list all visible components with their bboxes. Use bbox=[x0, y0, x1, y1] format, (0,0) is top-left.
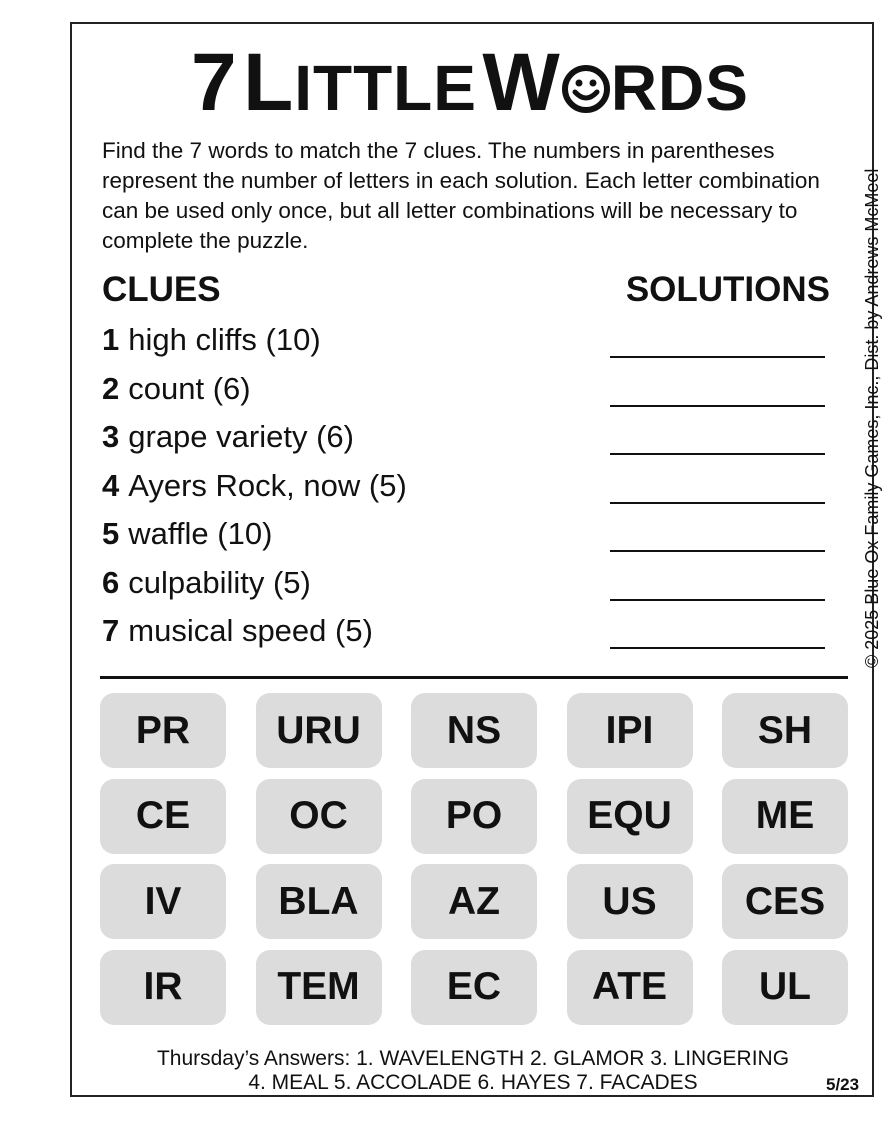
clue-text: Ayers Rock, now (5) bbox=[128, 467, 407, 503]
letter-tile[interactable]: EC bbox=[411, 950, 537, 1025]
title-little-rest: ITTLE bbox=[294, 52, 477, 124]
letter-tile[interactable]: US bbox=[567, 864, 693, 939]
letter-tile[interactable]: IV bbox=[100, 864, 226, 939]
letter-tile[interactable]: OC bbox=[256, 779, 382, 854]
letter-tile[interactable]: ATE bbox=[567, 950, 693, 1025]
clue-number: 2 bbox=[102, 370, 120, 406]
letter-tile[interactable]: ME bbox=[722, 779, 848, 854]
solution-blank[interactable] bbox=[610, 453, 825, 455]
letter-tile[interactable]: URU bbox=[256, 693, 382, 768]
letter-tile[interactable]: IPI bbox=[567, 693, 693, 768]
letter-tile[interactable]: PO bbox=[411, 779, 537, 854]
previous-answers-line-2: 4. MEAL 5. ACCOLADE 6. HAYES 7. FACADES bbox=[248, 1071, 698, 1094]
clues-header: CLUES bbox=[102, 270, 221, 309]
clue-list bbox=[102, 322, 832, 662]
title-words-rest: RDS bbox=[610, 52, 749, 124]
letter-tile[interactable]: SH bbox=[722, 693, 848, 768]
puzzle-title bbox=[75, 36, 865, 126]
letter-tile[interactable]: TEM bbox=[256, 950, 382, 1025]
solutions-header: SOLUTIONS bbox=[625, 270, 830, 309]
clue-text: high cliffs (10) bbox=[128, 322, 321, 357]
clue-row bbox=[102, 565, 832, 614]
letter-tile[interactable]: CES bbox=[722, 864, 848, 939]
solution-blank[interactable] bbox=[610, 502, 825, 504]
instructions-text: Find the 7 words to match the 7 clues. The numbers in parentheses represent the number of letters in each solution. Each letter combination can be used only once, but all letter combinations will be necessary to complete the puzzle. bbox=[102, 138, 820, 253]
letter-tile[interactable]: BLA bbox=[256, 864, 382, 939]
copyright-notice: © 2025 Blue Ox Family Games, Inc., Dist. by Andrews McMeel bbox=[862, 168, 882, 668]
letter-tile[interactable]: CE bbox=[100, 779, 226, 854]
title-words-initial: W bbox=[482, 37, 561, 128]
letter-tile[interactable]: AZ bbox=[411, 864, 537, 939]
solution-blank[interactable] bbox=[610, 647, 825, 649]
divider bbox=[100, 676, 848, 679]
clue-text: grape variety (6) bbox=[128, 419, 354, 454]
previous-answers bbox=[88, 1047, 858, 1095]
clue-row bbox=[102, 468, 832, 517]
letter-tile[interactable]: NS bbox=[411, 693, 537, 768]
clue-text: count (6) bbox=[128, 370, 251, 406]
letter-tile[interactable]: PR bbox=[100, 693, 226, 768]
clue-text: waffle (10) bbox=[128, 516, 273, 551]
clue-number: 4 bbox=[102, 467, 120, 503]
clue-text: culpability (5) bbox=[128, 564, 311, 600]
solution-blank[interactable] bbox=[610, 356, 825, 358]
solution-blank[interactable] bbox=[610, 405, 825, 407]
clue-row bbox=[102, 371, 832, 420]
puzzle-date: 5/23 bbox=[826, 1075, 860, 1094]
clue-row bbox=[102, 516, 832, 565]
previous-answers-line-1: Thursday’s Answers: 1. WAVELENGTH 2. GLAMOR 3. LINGERING bbox=[156, 1047, 790, 1070]
clue-text: musical speed (5) bbox=[128, 613, 373, 648]
clue-number: 6 bbox=[102, 564, 120, 600]
clue-number: 3 bbox=[102, 419, 120, 454]
letter-tile[interactable]: EQU bbox=[567, 779, 693, 854]
solution-blank[interactable] bbox=[610, 550, 825, 552]
title-little-initial: L bbox=[243, 37, 295, 128]
letter-tile[interactable]: UL bbox=[722, 950, 848, 1025]
solution-blank[interactable] bbox=[610, 599, 825, 601]
clue-row bbox=[102, 419, 832, 468]
clue-number: 7 bbox=[102, 613, 120, 648]
title-number: 7 bbox=[191, 37, 238, 128]
clue-number: 5 bbox=[102, 516, 120, 551]
clue-row bbox=[102, 322, 832, 371]
clue-row bbox=[102, 613, 832, 662]
letter-tile[interactable]: IR bbox=[100, 950, 226, 1025]
smiley-face-icon bbox=[561, 64, 611, 119]
clue-number: 1 bbox=[102, 322, 120, 357]
